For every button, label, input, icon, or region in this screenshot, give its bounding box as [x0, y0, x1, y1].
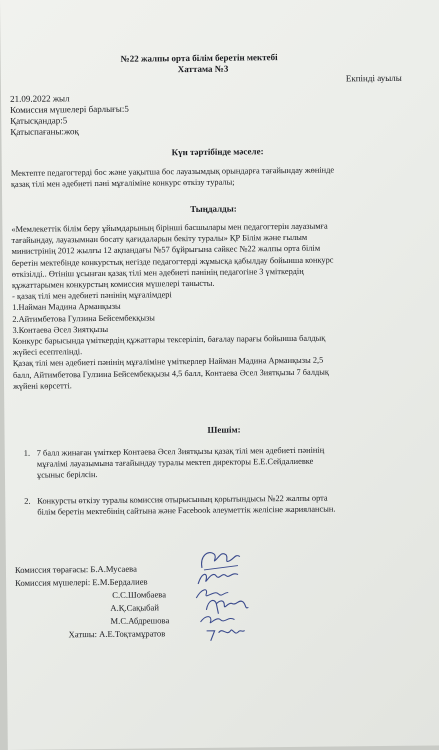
- listened-line: Конкурс барысында үміткердің құжаттары тексеріліп, бағалау парағы бойынша балдық: [12, 333, 326, 346]
- decided-heading: Шешім:: [207, 424, 241, 435]
- listened-line: тағайындау, лауазымнан босату қағидаларын бекіту туралы» ҚР Білім және ғылым: [11, 232, 308, 246]
- listened-line: министрінің 2012 жылғы 12 ақпандағы №57 бұйрығына сәйкес №22 жалпы орта білім: [11, 244, 321, 257]
- decision-number: 2.: [24, 496, 31, 506]
- listened-line: - қазақ тілі мен әдебиеті пәнінің мұғалімдері: [12, 290, 172, 302]
- agenda-line: Мектепте педагогтерді бос және уақытша бос лауазымдық орындарға тағайындау жөнінде: [10, 165, 335, 178]
- candidate-line: 2.Айтимбетова Гулзина Бейсембекқызы: [12, 313, 155, 324]
- candidate-line: 3.Контаева Әсел Зиятқызы: [12, 324, 109, 335]
- chair-signature-line: Комиссия төрағасы: Б.А.Мусаева: [14, 563, 137, 575]
- decision-line: білім беретін мектебінің сайтына және Facebook әлеуметтік желісіне жариялансын.: [37, 504, 336, 517]
- handwritten-signature: [203, 622, 249, 644]
- members-total: Комиссия мүшелері барлығы:5: [10, 103, 129, 115]
- date-text: 21.09.2022 жыл: [9, 93, 70, 104]
- listened-heading: Тыңдалды:: [190, 203, 237, 215]
- listened-line: беретін мектебінде конкурстық негізде педагогтерді жұмысқа қабылдау бойынша конкурс: [11, 255, 334, 268]
- member-signature-line: М.С.Абдрешова: [110, 615, 170, 626]
- present-count: Қатысқандар:5: [10, 115, 68, 126]
- decision-number: 1.: [23, 448, 31, 458]
- decision-line: 7 балл жинаған үміткер Контаева Әсел Зиятқызы қазақ тілі мен әдебиеті пәнінің: [36, 445, 325, 458]
- absent-count: Қатыспағаны:жоқ: [10, 126, 79, 137]
- listened-line: «Мемлекеттік білім беру ұйымдарының бірінші басшылары мен педагогтерін лауазымға: [11, 221, 328, 234]
- listened-line: балл, Айтимбетова Гулзина Бейсембекқызы 4,5 балл, Контаева Әсел Зиятқызы 7 балдық: [12, 367, 330, 380]
- secretary-signature-line: Хатшы: А.Е.Тоқтамұратов: [68, 628, 166, 640]
- member-signature-line: С.С.Шомбаева: [112, 589, 167, 600]
- location-text: Екпінді ауылы: [345, 72, 402, 84]
- agenda-line: қазақ тілі мен әдебиеті пәні мұғаліміне конкурс өткізу туралы;: [10, 177, 235, 190]
- candidate-line: 1.Найман Мадина Арманқызы: [12, 302, 121, 313]
- decision-line: Конкурсты өткізу туралы комиссия отырысының қорытындысы №22 жалпы орта: [37, 493, 328, 506]
- agenda-heading: Күн тәртібінде мәселе:: [171, 146, 264, 158]
- listened-line: жүйені көрсетті.: [12, 381, 72, 391]
- decision-item: [24, 492, 432, 519]
- listened-line: Қазақ тілі мен әдебиеті пәнінің мұғаліміне үміткерлер Найман Мадина Арманқызы 2,5: [12, 356, 324, 369]
- listened-line: жүйесі есептелінді.: [12, 347, 83, 358]
- agenda-text: [11, 164, 429, 191]
- listened-text: [11, 220, 431, 392]
- decision-line: мұғалімі лауазымына тағайындау туралы мектеп директоры Е.Е.Сейдалиевке: [36, 456, 314, 469]
- member-signature-line: А.Қ.Сақыбай: [110, 602, 159, 613]
- members-signature-line: Комиссия мүшелері: Е.М.Бердалиев: [15, 576, 148, 588]
- school-title: №22 жалпы орта білім беретін мектебі: [120, 52, 278, 64]
- decision-line: ұсыныс берілсін.: [36, 470, 98, 481]
- listened-line: құжаттарымен конкурстың комиссия мүшелері танысты.: [11, 278, 215, 290]
- decision-item: [23, 444, 432, 482]
- protocol-title: Хаттама №3: [177, 63, 229, 75]
- listened-line: өткізілді.. Өтініш ұсынған қазақ тілі мен әдебиеті пәнінің педагогіне 3 үміткердің: [11, 266, 304, 279]
